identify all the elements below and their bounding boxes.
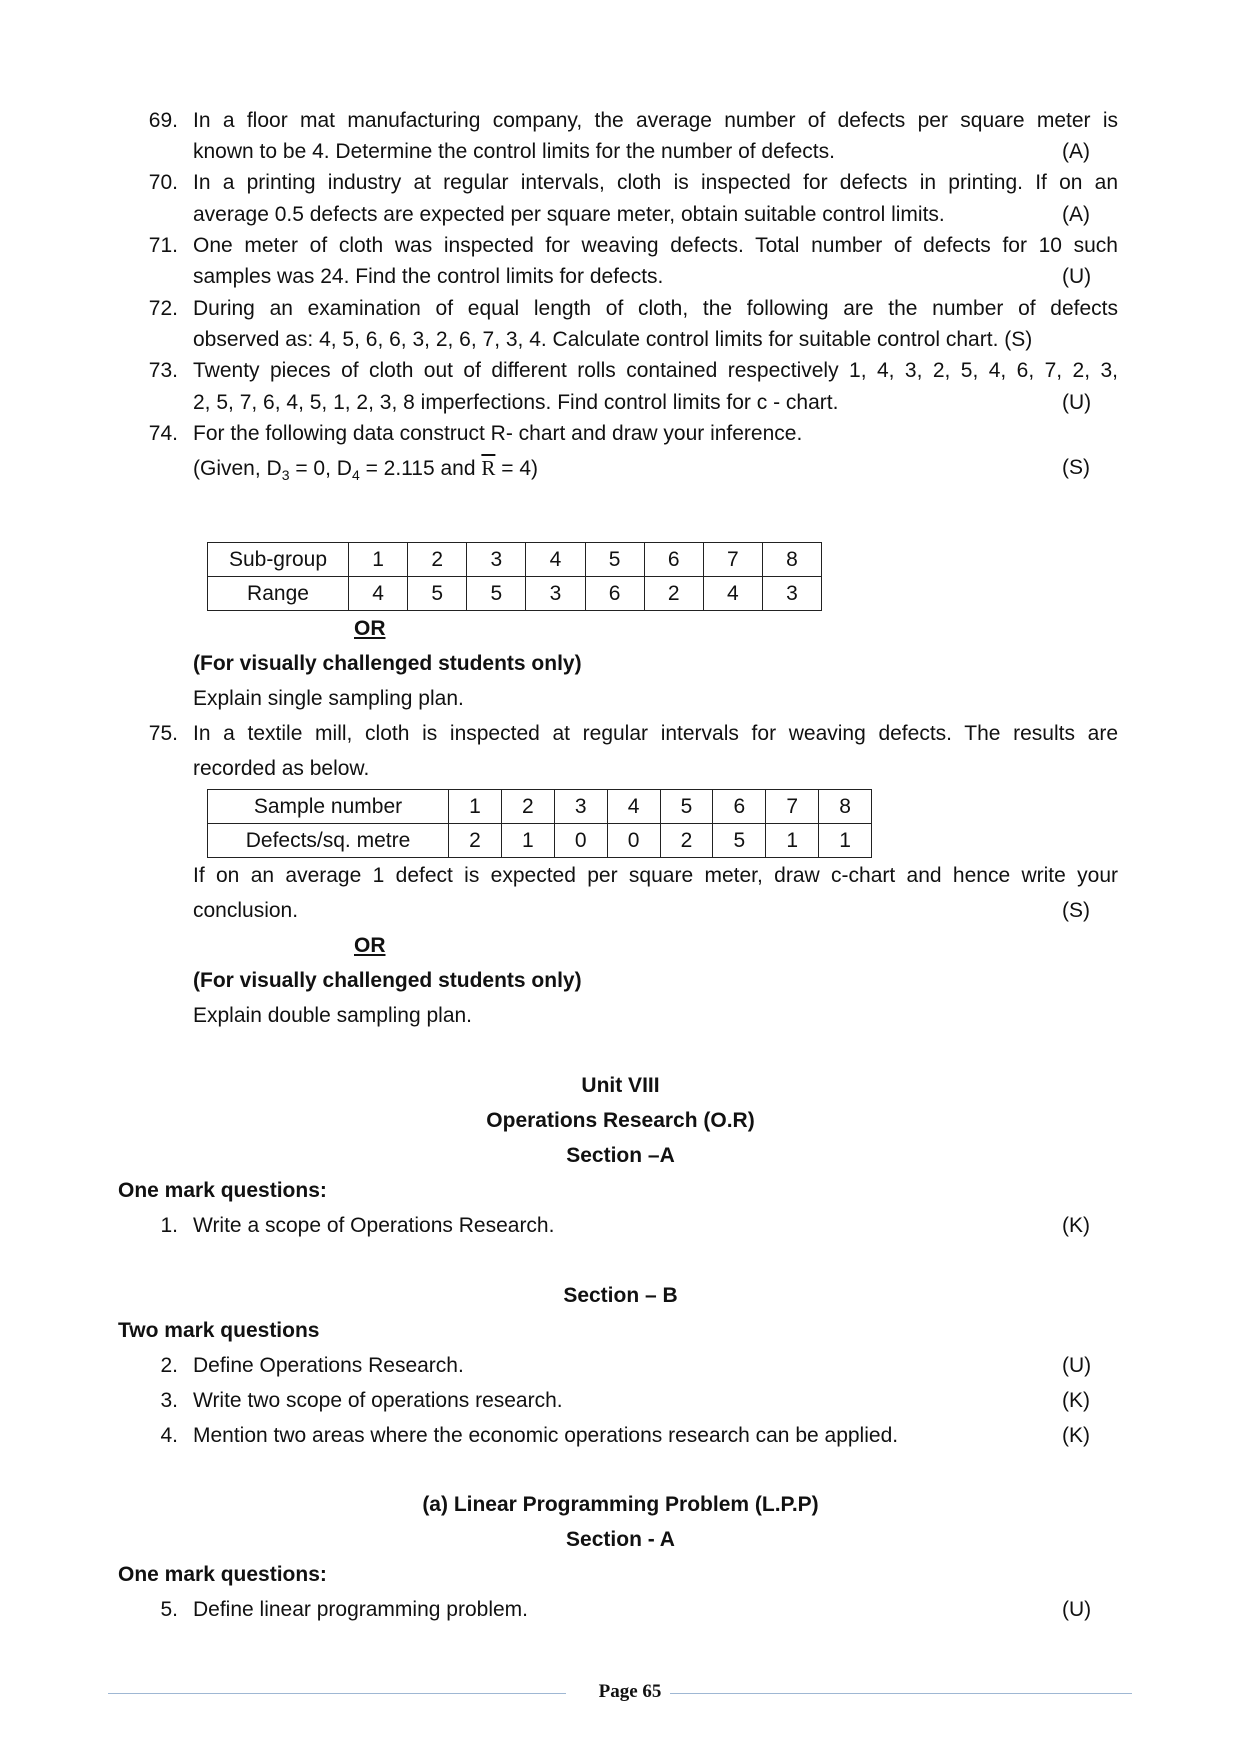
- table-cell: 0: [554, 824, 607, 858]
- topic-heading: (a) Linear Programming Problem (L.P.P): [422, 1493, 819, 1516]
- table-cell: 4: [349, 577, 408, 611]
- level-tag: (K): [1062, 1424, 1090, 1447]
- question-text: average 0.5 defects are expected per square meter, obtain suitable control limits.: [193, 203, 945, 226]
- visually-challenged-note: (For visually challenged students only): [193, 969, 582, 992]
- table-cell: 1: [819, 824, 872, 858]
- table-cell: Defects/sq. metre: [208, 824, 449, 858]
- question-number: 72.: [148, 297, 178, 320]
- table-cell: 4: [703, 577, 762, 611]
- table-row: [208, 824, 872, 858]
- question-number: 2.: [160, 1354, 178, 1377]
- question-text: During an examination of equal length of cloth, the following are the number of defects: [193, 297, 1118, 320]
- section-heading: Section – B: [563, 1284, 678, 1307]
- table-cell: 7: [703, 543, 762, 577]
- question-number: 71.: [148, 234, 178, 257]
- unit-subtitle: Operations Research (O.R): [486, 1109, 755, 1132]
- question-text: Write two scope of operations research.: [193, 1389, 563, 1412]
- question-number: 5.: [160, 1598, 178, 1621]
- level-tag: (A): [1062, 203, 1090, 226]
- table-cell: 2: [408, 543, 467, 577]
- level-tag: (U): [1062, 1598, 1092, 1621]
- question-group-heading: One mark questions:: [118, 1563, 327, 1586]
- question-number: 4.: [160, 1424, 178, 1447]
- level-tag: (U): [1062, 391, 1092, 414]
- table-cell: 6: [644, 543, 703, 577]
- unit-title: Unit VIII: [581, 1074, 660, 1097]
- table-cell: 0: [607, 824, 660, 858]
- level-tag: (S): [1062, 456, 1090, 479]
- table-cell: 1: [766, 824, 819, 858]
- question-text: Explain single sampling plan.: [193, 687, 464, 710]
- table-cell: 3: [762, 577, 821, 611]
- table-cell: 5: [713, 824, 766, 858]
- question-text: Define linear programming problem.: [193, 1598, 528, 1621]
- question-text: known to be 4. Determine the control limits for the number of defects.: [193, 140, 835, 163]
- level-tag: (S): [1062, 899, 1090, 922]
- table-cell: 8: [762, 543, 821, 577]
- question-number: 3.: [160, 1389, 178, 1412]
- section-heading: Section - A: [566, 1528, 675, 1551]
- question-text: observed as: 4, 5, 6, 6, 3, 2, 6, 7, 3, 4. Calculate control limits for suitable control chart. (S): [193, 328, 1033, 351]
- question-text: Define Operations Research.: [193, 1354, 464, 1377]
- question-text: conclusion.: [193, 899, 299, 922]
- level-tag: (K): [1062, 1389, 1090, 1412]
- defects-table: [207, 789, 872, 858]
- or-label: OR: [354, 934, 386, 957]
- table-cell: 3: [554, 790, 607, 824]
- table-cell: 5: [585, 543, 644, 577]
- footer-rule-right: [670, 1693, 1132, 1694]
- table-cell: 2: [501, 790, 554, 824]
- table-cell: Sub-group: [208, 543, 349, 577]
- question-text: Twenty pieces of cloth out of different rolls contained respectively 1, 4, 3, 2, 5, 4, 6, 7, 2, 3,: [193, 359, 1118, 382]
- question-number: 74.: [148, 422, 178, 445]
- question-text: recorded as below.: [193, 757, 370, 780]
- level-tag: (K): [1062, 1214, 1090, 1237]
- question-number: 1.: [160, 1214, 178, 1237]
- question-number: 75.: [148, 722, 178, 745]
- visually-challenged-note: (For visually challenged students only): [193, 652, 582, 675]
- question-text: One meter of cloth was inspected for weaving defects. Total number of defects for 10 such: [193, 234, 1118, 257]
- question-text: Write a scope of Operations Research.: [193, 1214, 555, 1237]
- table-cell: 1: [501, 824, 554, 858]
- table-cell: 5: [408, 577, 467, 611]
- given-values: (Given, $D_3 = 0$, $D_4 = 2.115$ and $\overline{R} = 4$): [193, 456, 538, 484]
- table-cell: 2: [449, 824, 502, 858]
- table-cell: 6: [585, 577, 644, 611]
- table-row: [208, 543, 822, 577]
- table-cell: 6: [713, 790, 766, 824]
- section-heading: Section –A: [566, 1144, 675, 1167]
- question-number: 70.: [148, 171, 178, 194]
- or-label: OR: [354, 617, 386, 640]
- question-text: In a printing industry at regular intervals, cloth is inspected for defects in printing. If on an: [193, 171, 1118, 194]
- table-row: [208, 790, 872, 824]
- table-cell: 1: [449, 790, 502, 824]
- table-cell: 5: [467, 577, 526, 611]
- table-cell: Sample number: [208, 790, 449, 824]
- table-cell: 2: [644, 577, 703, 611]
- question-text: If on an average 1 defect is expected per square meter, draw c-chart and hence write your: [193, 864, 1118, 887]
- table-row: [208, 577, 822, 611]
- question-group-heading: Two mark questions: [118, 1319, 320, 1342]
- level-tag: (A): [1062, 140, 1090, 163]
- table-cell: 2: [660, 824, 713, 858]
- table-cell: Range: [208, 577, 349, 611]
- table-cell: 7: [766, 790, 819, 824]
- table-cell: 4: [526, 543, 585, 577]
- question-text: Explain double sampling plan.: [193, 1004, 473, 1027]
- table-cell: 3: [467, 543, 526, 577]
- question-number: 73.: [148, 359, 178, 382]
- question-text: samples was 24. Find the control limits for defects.: [193, 265, 664, 288]
- question-number: 69.: [148, 109, 178, 132]
- footer-rule-left: [108, 1693, 566, 1694]
- table-cell: 8: [819, 790, 872, 824]
- question-text: In a floor mat manufacturing company, the average number of defects per square meter is: [193, 109, 1118, 132]
- question-text: 2, 5, 7, 6, 4, 5, 1, 2, 3, 8 imperfections. Find control limits for c - chart.: [193, 391, 839, 414]
- table-cell: 5: [660, 790, 713, 824]
- range-table: [207, 542, 822, 611]
- question-text: For the following data construct R- chart and draw your inference.: [193, 422, 803, 445]
- level-tag: (U): [1062, 265, 1092, 288]
- question-group-heading: One mark questions:: [118, 1179, 327, 1202]
- r-bar-symbol: $\overline{R}$: [481, 456, 496, 480]
- question-text: Mention two areas where the economic operations research can be applied.: [193, 1424, 899, 1447]
- table-cell: 4: [607, 790, 660, 824]
- table-cell: 1: [349, 543, 408, 577]
- table-cell: 3: [526, 577, 585, 611]
- level-tag: (U): [1062, 1354, 1092, 1377]
- question-text: In a textile mill, cloth is inspected at regular intervals for weaving defects. The results are: [193, 722, 1118, 745]
- page-number: Page 65: [598, 1681, 662, 1702]
